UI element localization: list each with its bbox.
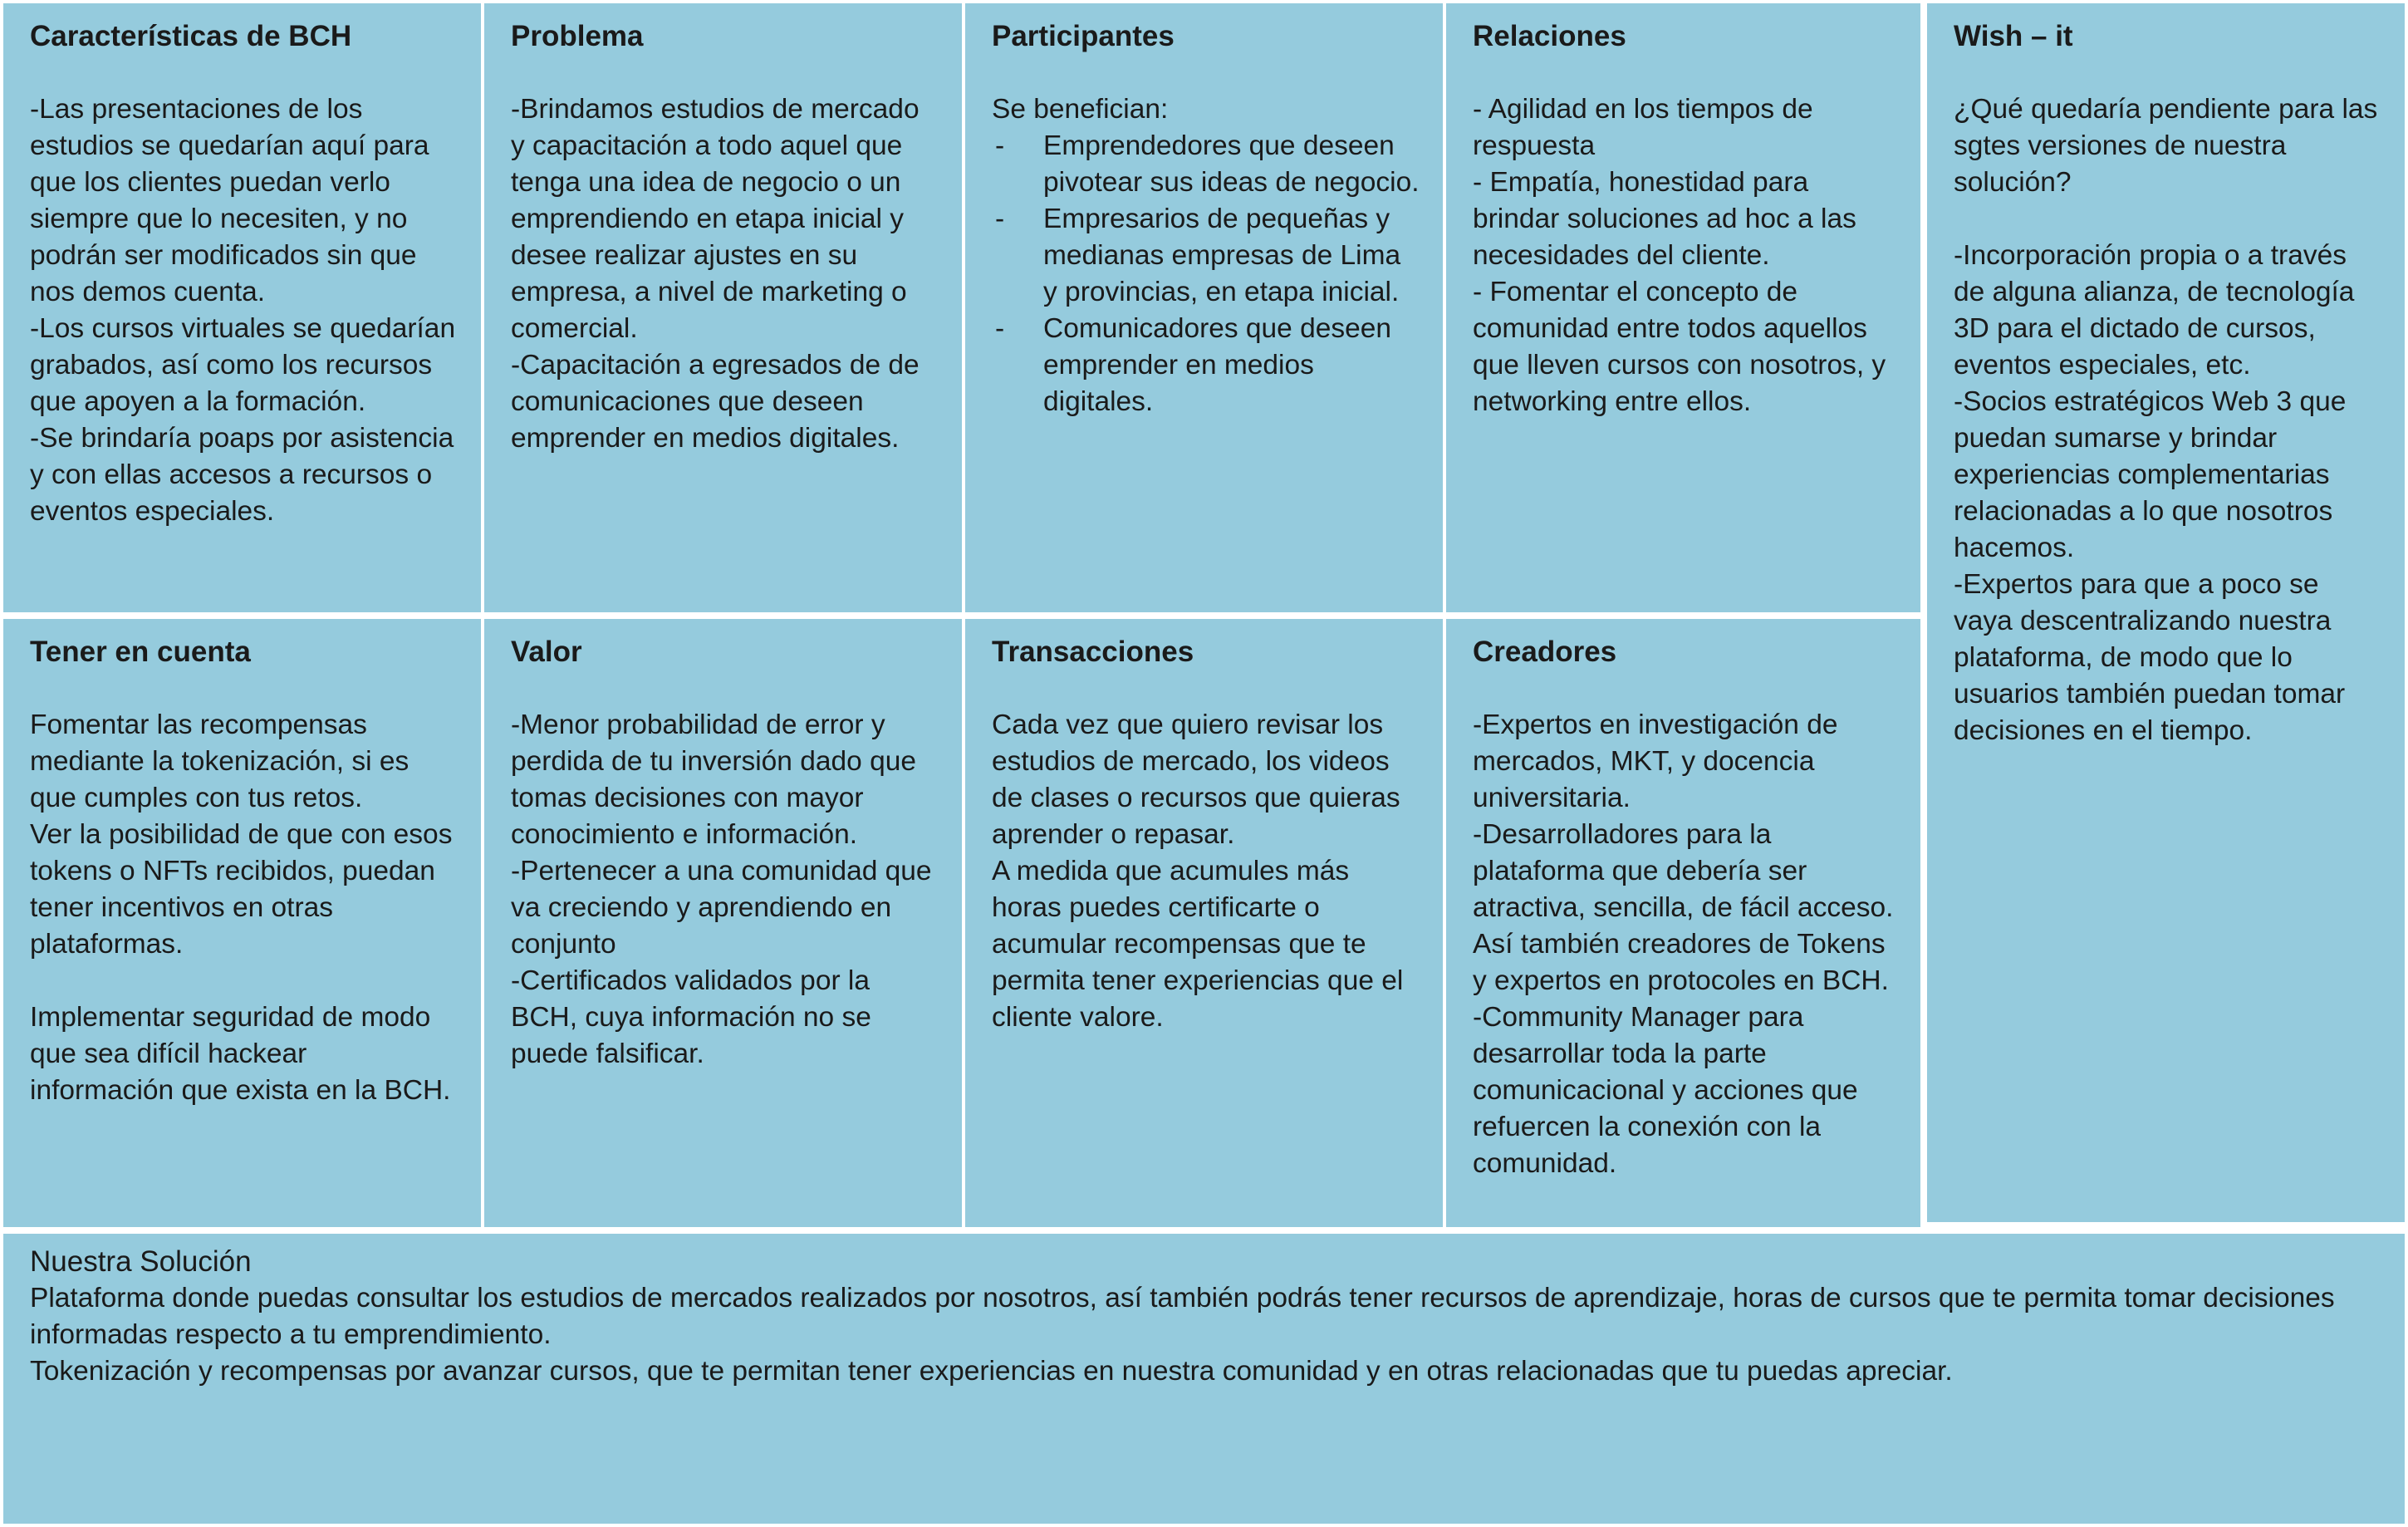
cell-paragraph: -Brindamos estudios de mercado y capacitación a todo aquel que tenga una idea de negocio o un emprendiendo en etapa inicial y desee realizar ajustes en su empresa, a nivel de marketing o comercial. bbox=[511, 94, 920, 344]
cell-title: Problema bbox=[511, 20, 644, 52]
cell-caracteristicas bbox=[3, 3, 481, 612]
cell-paragraph: -Las presentaciones de los estudios se quedarían aquí para que los clientes puedan verlo siempre que lo necesiten, y no podrán ser modificados sin que nos demos cuenta. bbox=[30, 94, 429, 307]
cell-paragraph: Ver la posibilidad de que con esos tokens o NFTs recibidos, puedan tener incentivos en otras plataformas. bbox=[30, 819, 453, 960]
cell-paragraph: -Se brindaría poaps por asistencia y con ellas accesos a recursos o eventos especiales. bbox=[30, 423, 454, 527]
cell-paragraph: - Fomentar el concepto de comunidad entre todos aquellos que lleven cursos con nosotros, y networking entre ellos. bbox=[1473, 277, 1886, 417]
cell-participantes bbox=[965, 3, 1443, 612]
cell-paragraph: ¿Qué quedaría pendiente para las sgtes versiones de nuestra solución? bbox=[1954, 94, 2378, 198]
cell-valor bbox=[484, 619, 962, 1227]
cell-paragraph: Fomentar las recompensas mediante la tokenización, si es que cumples con tus retos. bbox=[30, 709, 410, 813]
cell-paragraph: -Expertos para que a poco se vaya descentralizando nuestra plataforma, de modo que lo usuarios también puedan tomar decisiones en el tiempo. bbox=[1954, 569, 2346, 746]
cell-paragraph: Implementar seguridad de modo que sea difícil hackear información que exista en la BCH. bbox=[30, 1002, 451, 1106]
cell-transacciones bbox=[965, 619, 1443, 1227]
cell-paragraph: Plataforma donde puedas consultar los estudios de mercados realizados por nosotros, así también podrás tener recursos de aprendizaje, horas de cursos que te permita tomar decisiones informadas respecto a tu emprendimiento. bbox=[30, 1283, 2335, 1350]
cell-paragraph: -Menor probabilidad de error y perdida de tu inversión dado que tomas decisiones con mayor conocimiento e información. bbox=[511, 709, 916, 850]
cell-relaciones bbox=[1446, 3, 1920, 612]
cell-paragraph: -Los cursos virtuales se quedarían grabados, así como los recursos que apoyen a la formación. bbox=[30, 313, 456, 417]
cell-title: Valor bbox=[511, 636, 582, 668]
cell-problema bbox=[484, 3, 962, 612]
cell-title: Creadores bbox=[1473, 636, 1617, 668]
cell-paragraph: Tokenización y recompensas por avanzar cursos, que te permitan tener experiencias en nuestra comunidad y en otras relacionadas que tu puedas apreciar. bbox=[30, 1356, 1953, 1387]
cell-nuestra-solucion bbox=[3, 1234, 2405, 1524]
cell-creadores bbox=[1446, 619, 1920, 1227]
cell-paragraph: A medida que acumules más horas puedes certificarte o acumular recompensas que te permita tener experiencias que el cliente valore. bbox=[992, 856, 1404, 1033]
cell-title: Wish – it bbox=[1954, 20, 2073, 52]
cell-paragraph: -Capacitación a egresados de de comunicaciones que deseen emprender en medios digitales. bbox=[511, 350, 920, 454]
list-item: - Comunicadores que deseen emprender en medios digitales. bbox=[992, 311, 1420, 420]
cell-paragraph: -Certificados validados por la BCH, cuya información no se puede falsificar. bbox=[511, 965, 871, 1069]
cell-title: Transacciones bbox=[992, 636, 1194, 668]
cell-paragraph: -Incorporación propia o a través de alguna alianza, de tecnología 3D para el dictado de cursos, eventos especiales, etc. bbox=[1954, 240, 2355, 381]
list-item: - Empresarios de pequeñas y medianas empresas de Lima y provincias, en etapa inicial. bbox=[992, 201, 1420, 311]
cell-wish bbox=[1927, 3, 2405, 1222]
participants-list bbox=[992, 128, 1420, 420]
cell-paragraph: -Pertenecer a una comunidad que va creciendo y aprendiendo en conjunto bbox=[511, 856, 932, 960]
cell-title: Relaciones bbox=[1473, 20, 1626, 52]
cell-paragraph: Cada vez que quiero revisar los estudios de mercado, los videos de clases o recursos que quieras aprender o repasar. bbox=[992, 709, 1400, 850]
list-item: - Emprendedores que deseen pivotear sus ideas de negocio. bbox=[992, 128, 1420, 201]
cell-title: Nuestra Solución bbox=[30, 1245, 252, 1278]
cell-title: Participantes bbox=[992, 20, 1175, 52]
cell-paragraph: -Desarrolladores para la plataforma que debería ser atractiva, sencilla, de fácil acceso. Así también creadores de Tokens y expertos en protocoles en BCH. bbox=[1473, 819, 1894, 996]
cell-paragraph: -Socios estratégicos Web 3 que puedan sumarse y brindar experiencias complementarias relacionadas a lo que nosotros hacemos. bbox=[1954, 386, 2347, 563]
cell-paragraph: - Empatía, honestidad para brindar soluciones ad hoc a las necesidades del cliente. bbox=[1473, 167, 1856, 271]
cell-paragraph: - Agilidad en los tiempos de respuesta bbox=[1473, 94, 1813, 161]
cell-paragraph: -Expertos en investigación de mercados, MKT, y docencia universitaria. bbox=[1473, 709, 1838, 813]
cell-title: Tener en cuenta bbox=[30, 636, 251, 668]
cell-tener-en-cuenta bbox=[3, 619, 481, 1227]
cell-title: Características de BCH bbox=[30, 20, 352, 52]
cell-intro: Se benefician: bbox=[992, 94, 1169, 125]
cell-paragraph: -Community Manager para desarrollar toda la parte comunicacional y acciones que refuercen la conexión con la comunidad. bbox=[1473, 1002, 1858, 1179]
